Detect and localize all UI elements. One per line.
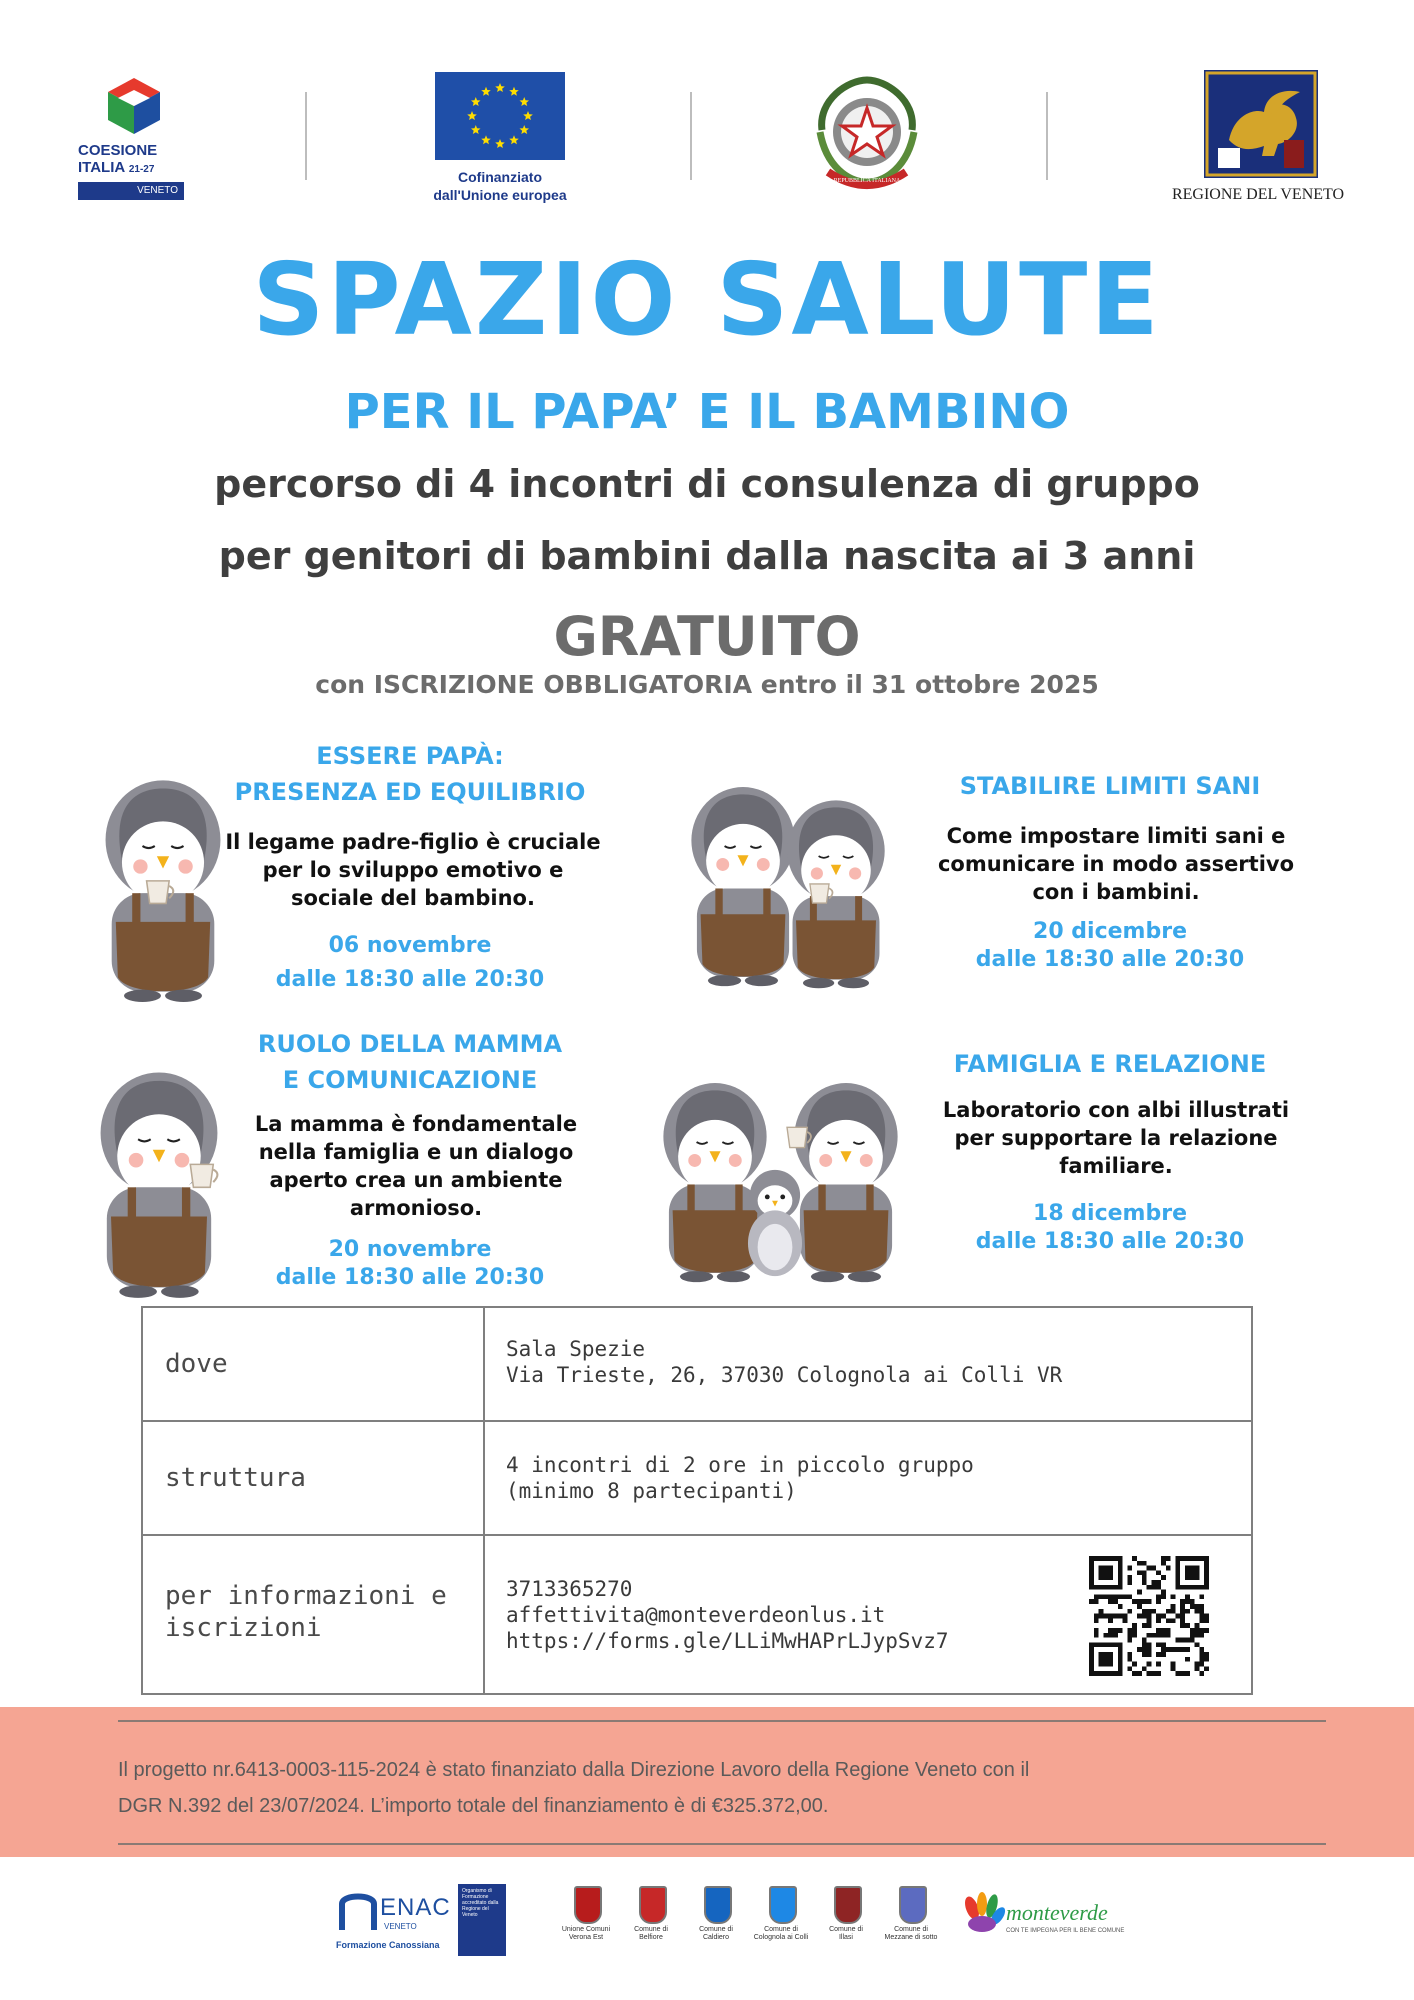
- table-row-contacts: [143, 1536, 1251, 1693]
- enac-org: Formazione Canossiana: [336, 1940, 440, 1950]
- monteverde-logo: [962, 1892, 1132, 1952]
- veneto-label: REGIONE DEL VENETO: [1171, 186, 1345, 203]
- venue-address: Via Trieste, 26, 37030 Colognola ai Colli VR: [506, 1363, 1063, 1387]
- session-1-desc-line: per lo sviluppo emotivo e: [262, 858, 564, 882]
- enac-logo: [336, 1890, 451, 1960]
- session-2-desc-line: con i bambini.: [1032, 880, 1200, 904]
- where-value: [506, 1336, 1062, 1388]
- session-4-desc-line: familiare.: [1059, 1154, 1173, 1178]
- session-1-time: dalle 18:30 alle 20:30: [275, 967, 545, 992]
- session-2-title: STABILIRE LIMITI SANI: [959, 772, 1261, 800]
- free-label: GRATUITO: [553, 605, 861, 668]
- session-1-title-line2: PRESENZA ED EQUILIBRIO: [234, 778, 586, 806]
- eu-line1: Cofinanziato: [458, 169, 542, 185]
- lion-of-st-mark-icon: [1204, 70, 1318, 178]
- session-3-desc-line: armonioso.: [349, 1196, 483, 1220]
- session-3-title-line1: RUOLO DELLA MAMMA: [257, 1030, 563, 1058]
- eu-line2: dall'Unione europea: [433, 187, 567, 203]
- crest-shield-icon: [574, 1886, 602, 1924]
- coesione-logo: [78, 72, 190, 204]
- coesione-line1: COESIONE: [78, 142, 158, 159]
- municipality-crest: [556, 1886, 616, 1966]
- structure-label: struttura: [165, 1463, 306, 1493]
- municipality-crest: [816, 1886, 876, 1966]
- session-1-desc-line: Il legame padre-figlio è cruciale: [225, 830, 601, 854]
- session-3-time: dalle 18:30 alle 20:30: [275, 1265, 545, 1290]
- municipality-name: Illasi: [838, 1934, 853, 1941]
- municipality-label: Comune di: [894, 1926, 928, 1933]
- session-4-date: 18 dicembre: [1033, 1201, 1187, 1226]
- session-2-desc-line: Come impostare limiti sani e: [946, 824, 1286, 848]
- municipality-label: Comune di: [699, 1926, 733, 1933]
- band-divider: [118, 1720, 1326, 1722]
- contacts-label-line: iscrizioni: [165, 1613, 322, 1643]
- crest-shield-icon: [899, 1886, 927, 1924]
- contacts-label-line: per informazioni e: [165, 1581, 447, 1611]
- repubblica-ribbon: REPUBBLICA ITALIANA: [833, 178, 901, 184]
- eu-flag-icon: [435, 72, 565, 160]
- session-3-description: [226, 1110, 606, 1222]
- penguin-mom-illustration: [88, 1060, 230, 1300]
- penguin-chick-illustration: [744, 1166, 806, 1278]
- funding-statement: [118, 1752, 1308, 1824]
- email-link[interactable]: affettivita@monteverdeonlus.it: [506, 1603, 886, 1627]
- table-row-where: [143, 1308, 1251, 1422]
- logo-divider: [305, 92, 307, 180]
- coesione-years: 21-27: [128, 164, 155, 175]
- where-label: dove: [165, 1349, 228, 1379]
- penguin-parent-illustration: [776, 790, 896, 990]
- accredited-text: Organismo di Formazione accreditato dalla Regione del Veneto: [462, 1888, 499, 1918]
- monteverde-hands-icon: [962, 1892, 1006, 1936]
- municipality-name: Colognola ai Colli: [753, 1934, 809, 1941]
- municipality-logos: [556, 1886, 946, 1966]
- coesione-cube-icon: [78, 72, 190, 142]
- info-table: [141, 1306, 1253, 1695]
- coesione-line2: ITALIA: [78, 159, 125, 176]
- main-title: SPAZIO SALUTE: [252, 241, 1162, 358]
- venue-name: Sala Spezie: [506, 1337, 646, 1361]
- municipality-crest: [621, 1886, 681, 1966]
- municipality-crest: [686, 1886, 746, 1966]
- crest-shield-icon: [704, 1886, 732, 1924]
- coesione-region: VENETO: [78, 182, 184, 200]
- session-3-title: [220, 1026, 600, 1098]
- structure-line: (minimo 8 partecipanti): [506, 1479, 797, 1503]
- structure-value: [506, 1452, 974, 1504]
- municipality-name: Caldiero: [702, 1934, 730, 1941]
- monteverde-tagline: CON TE IMPEGNA PER IL BENE COMUNE: [1006, 1928, 1125, 1934]
- municipality-label: Comune di: [634, 1926, 668, 1933]
- session-3-desc-line: La mamma è fondamentale: [254, 1112, 578, 1136]
- session-2-date: 20 dicembre: [1033, 919, 1187, 944]
- band-divider: [118, 1843, 1326, 1845]
- veneto-logo: [1168, 70, 1348, 210]
- form-link[interactable]: https://forms.gle/LLiMwHAPrLJypSvz7: [506, 1629, 949, 1653]
- municipality-label: Comune di: [764, 1926, 798, 1933]
- structure-line: 4 incontri di 2 ore in piccolo gruppo: [506, 1453, 974, 1477]
- municipality-crest: [881, 1886, 941, 1966]
- repubblica-emblem: [808, 70, 926, 200]
- session-1-date: 06 novembre: [328, 933, 492, 958]
- municipality-name: Verona Est: [568, 1934, 604, 1941]
- registration-note: con ISCRIZIONE OBBLIGATORIA entro il 31 ottobre 2025: [315, 670, 1099, 699]
- session-2-time: dalle 18:30 alle 20:30: [975, 947, 1245, 972]
- session-4-description: [906, 1096, 1326, 1180]
- contacts-label: [165, 1580, 447, 1644]
- contacts-value: [506, 1576, 949, 1654]
- logo-divider: [690, 92, 692, 180]
- session-1-title: [220, 738, 600, 810]
- session-1-desc-line: sociale del bambino.: [291, 886, 535, 910]
- session-3-date: 20 novembre: [328, 1237, 492, 1262]
- eu-logo: [420, 72, 590, 212]
- municipality-label: Unione Comuni: [561, 1926, 611, 1933]
- description-line-2: per genitori di bambini dalla nascita ai 3 anni: [218, 534, 1196, 578]
- session-3-desc-line: aperto crea un ambiente: [269, 1168, 563, 1192]
- enac-name: ENAC: [380, 1894, 451, 1921]
- enac-mark-icon: [336, 1890, 380, 1934]
- municipality-name: Mezzane di sotto: [884, 1934, 938, 1941]
- phone-number[interactable]: 3713365270: [506, 1577, 633, 1601]
- enac-region: VENETO: [384, 1922, 417, 1931]
- session-1-title-line1: ESSERE PAPÀ:: [316, 742, 504, 770]
- table-row-structure: [143, 1422, 1251, 1536]
- session-1-description: [206, 828, 620, 912]
- accredited-badge: [458, 1884, 506, 1956]
- municipality-crest: [751, 1886, 811, 1966]
- funding-line: Il progetto nr.6413-0003-115-2024 è stato finanziato dalla Direzione Lavoro della Regione Veneto con il: [118, 1759, 1030, 1781]
- crest-shield-icon: [639, 1886, 667, 1924]
- municipality-label: Comune di: [829, 1926, 863, 1933]
- description-line-1: percorso di 4 incontri di consulenza di gruppo: [214, 462, 1200, 506]
- funding-line: DGR N.392 del 23/07/2024. L’importo totale del finanziamento è di €325.372,00.: [118, 1795, 829, 1817]
- session-3-title-line2: E COMUNICAZIONE: [282, 1066, 538, 1094]
- subtitle: PER IL PAPA’ E IL BAMBINO: [344, 384, 1070, 440]
- monteverde-name: monteverde: [1006, 1900, 1108, 1925]
- session-3-desc-line: nella famiglia e un dialogo: [258, 1140, 574, 1164]
- qr-code-icon[interactable]: [1089, 1556, 1209, 1676]
- session-2-desc-line: comunicare in modo assertivo: [937, 852, 1295, 876]
- session-4-desc-line: per supportare la relazione: [954, 1126, 1278, 1150]
- session-2-description: [906, 822, 1326, 906]
- crest-shield-icon: [769, 1886, 797, 1924]
- crest-shield-icon: [834, 1886, 862, 1924]
- logo-divider: [1046, 92, 1048, 180]
- session-4-time: dalle 18:30 alle 20:30: [975, 1229, 1245, 1254]
- session-4-title: FAMIGLIA E RELAZIONE: [953, 1050, 1267, 1078]
- session-4-desc-line: Laboratorio con albi illustrati: [942, 1098, 1290, 1122]
- municipality-name: Belfiore: [639, 1934, 663, 1941]
